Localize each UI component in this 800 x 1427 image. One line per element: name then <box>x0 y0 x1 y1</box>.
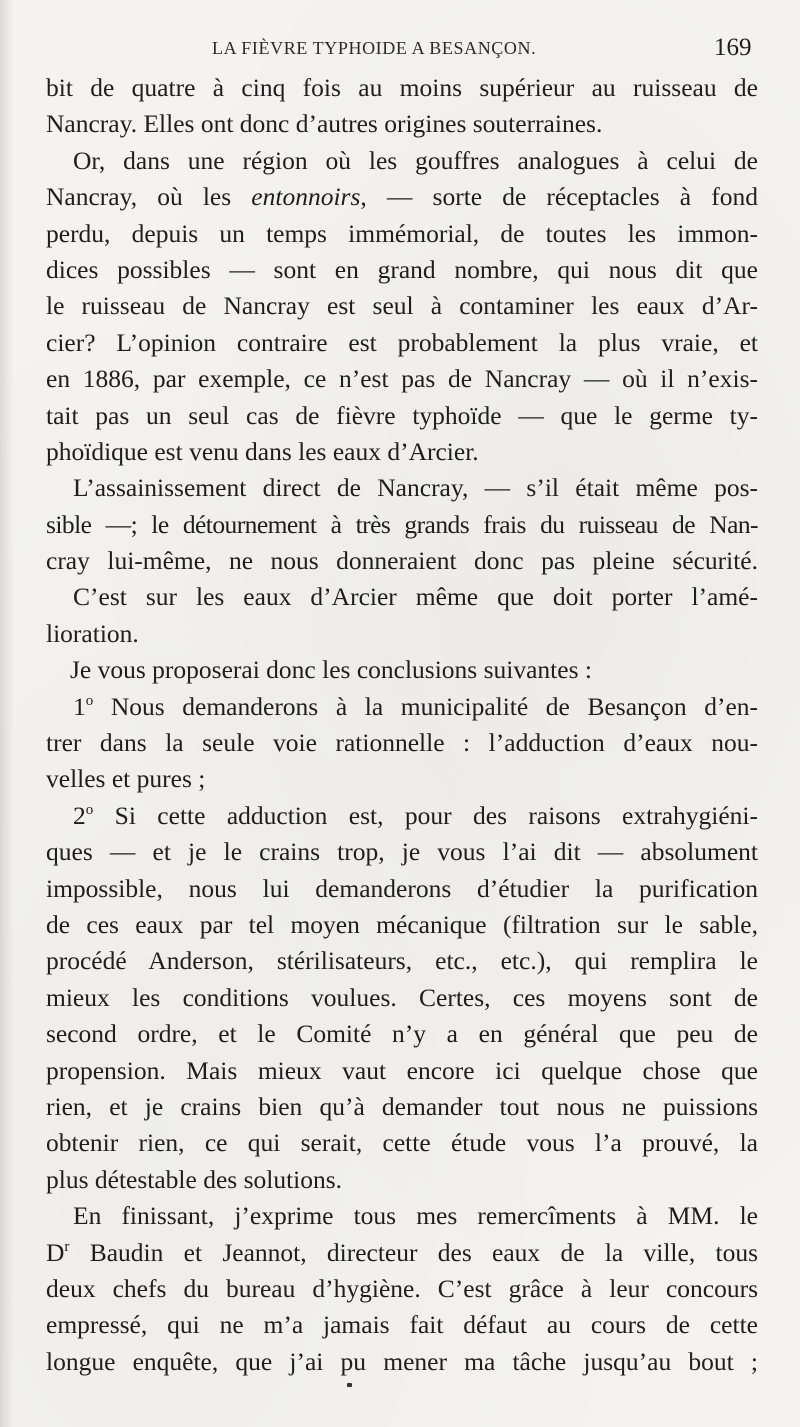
body-text <box>46 70 758 1380</box>
text-line: tait pas un seul cas de fièvre typhoïde — que le germe ty- <box>46 400 758 430</box>
text-line: lioration. <box>46 618 139 648</box>
text-line: sible —; le détournement à très grands frais du ruisseau de Nan- <box>46 509 758 539</box>
title-superscript: r <box>64 1238 70 1255</box>
text-segment: Nous demanderons à la municipalité de Besançon d’en- <box>93 691 758 721</box>
text-line: longue enquête, que j’ai pu mener ma tâche jusqu’au bout ; <box>46 1346 758 1376</box>
text-line: velles et pures ; <box>46 764 206 794</box>
text-line: cier? L’opinion contraire est probablement la plus vraie, et <box>46 327 758 357</box>
text-segment: 2 <box>73 800 86 830</box>
text-line: perdu, depuis un temps immémorial, de toutes les immon- <box>46 218 758 248</box>
running-title: LA FIÈVRE TYPHOIDE A BESANÇON. <box>212 38 537 58</box>
page-header <box>0 34 800 68</box>
print-speck <box>347 1383 352 1387</box>
text-line: plus détestable des solutions. <box>46 1164 343 1194</box>
text-line: impossible, nous lui demanderons d’étudier la purification <box>46 873 758 903</box>
italic-term: entonnoirs <box>251 182 361 212</box>
text-line: empressé, qui ne m’a jamais fait défaut au cours de cette <box>46 1310 758 1340</box>
text-line: propension. Mais mieux vaut encore ici quelque chose que <box>46 1055 758 1085</box>
text-line: phoïdique est venu dans les eaux d’Arcier. <box>46 436 479 466</box>
text-line: Or, dans une région où les gouffres analogues à celui de <box>73 145 758 175</box>
text-line: En finissant, j’exprime tous mes remercîments à MM. le <box>73 1201 758 1231</box>
page-gutter-shadow <box>0 0 14 1427</box>
text-line: bit de quatre à cinq fois au moins supérieur au ruisseau de <box>46 73 758 102</box>
text-line <box>46 689 758 725</box>
ordinal-superscript: o <box>85 692 94 709</box>
text-line: Nancray. Elles ont donc d’autres origines souterraines. <box>46 109 603 139</box>
text-line: L’assainissement direct de Nancray, — s’il était même pos- <box>73 473 758 503</box>
text-segment: Nancray, où les <box>46 182 252 212</box>
text-line: procédé Anderson, stérilisateurs, etc., etc.), qui remplira le <box>46 946 758 976</box>
text-segment: 1 <box>73 691 86 721</box>
text-line: C’est sur les eaux d’Arcier même que doit porter l’amé- <box>73 582 758 612</box>
text-segment: Si cette adduction est, pour des raisons extrahygiéni- <box>93 800 758 830</box>
text-line <box>46 179 758 215</box>
text-segment: D <box>46 1237 65 1267</box>
text-line: cray lui-même, ne nous donneraient donc pas pleine sécurité. <box>46 546 758 576</box>
text-line <box>46 798 758 834</box>
ordinal-superscript: o <box>85 801 94 818</box>
text-line: deux chefs du bureau d’hygiène. C’est grâce à leur concours <box>46 1273 758 1303</box>
text-segment: , — sorte de réceptacles à fond <box>360 182 758 212</box>
text-line: second ordre, et le Comité n’y a en général que peu de <box>46 1019 758 1049</box>
text-line: obtenir rien, ce qui serait, cette étude vous l’a prouvé, la <box>46 1128 758 1158</box>
text-line: mieux les conditions voulues. Certes, ces moyens sont de <box>46 982 758 1012</box>
text-line: Je vous proposerai donc les conclusions suivantes : <box>70 655 592 685</box>
page-number: 169 <box>714 34 752 61</box>
text-line: rien, et je crains bien qu’à demander tout nous ne puissions <box>46 1091 758 1121</box>
text-line: ques — et je le crains trop, je vous l’ai dit — absolument <box>46 837 758 867</box>
text-segment: Baudin et Jeannot, directeur des eaux de la ville, tous <box>69 1237 758 1267</box>
text-line <box>46 1235 758 1271</box>
text-line: le ruisseau de Nancray est seul à contaminer les eaux d’Ar- <box>46 291 758 321</box>
text-line: trer dans la seule voie rationnelle : l’adduction d’eaux nou- <box>46 728 758 758</box>
text-line: de ces eaux par tel moyen mécanique (filtration sur le sable, <box>46 909 758 939</box>
text-line: en 1886, par exemple, ce n’est pas de Nancray — où il n’exis- <box>46 364 758 394</box>
text-line: dices possibles — sont en grand nombre, qui nous dit que <box>46 254 758 284</box>
